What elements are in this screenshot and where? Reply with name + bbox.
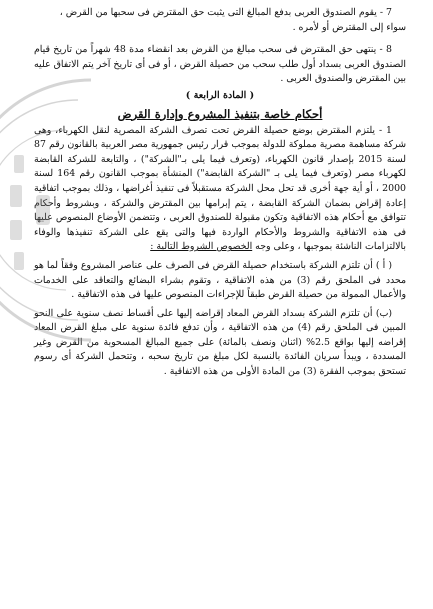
article-title: أحكام خاصة بتنفيذ المشروع وإدارة القرض <box>117 106 323 121</box>
clause-1-text: 1 - يلتزم المقترض بوضع حصيلة القرض تحت تصرف الشركة المصرية لنقل الكهرباء، وهى شركة مساهمة مصرية مملوكة للدولة بموجب قرار رئيس جمهورية مصر العربية بالقانون رقم 87 لسنة 2015 بإصدار قانون الكهرباء، (وتعرف فيما يلى بـ"الشركة") ، والتابعة للشركة القابضة لكهرباء مصر (وتعرف فيما يلى بـ "الشركة القابضة") المنشأة بموجب القانون رقم 164 لسنة 2000 ، أو أية جهة أخرى قد تحل محل الشركة مستقبلاً فى تنفيذ أغراضها ، وذلك بموجب اتفاقية إعادة إقراض بضمان الشركة القابضة ، يتم إبرامها بين المقترض والشركة ، وبشروط وأحكام تتوافق مع أحكام هذه الاتفاقية وتكون مقبولة للصندوق العربى ، وتتضمن الأوضاع المنصوص عليها فى هذه الاتفاقية والشروط والأحكام الواردة فيها والتى يقع على الشركة تنفيذها والوفاء بالالتزامات الناشئة بموجبها ، وعلى وجه <box>34 124 406 253</box>
clause-7-line-1: 7 - يقوم الصندوق العربى بدفع المبالغ التى يثبت حق المقترض فى سحبها من القرض ، <box>59 7 392 18</box>
clause-8: 8 - ينتهى حق المقترض فى سحب مبالغ من القرض بعد انقضاء مدة 48 شهراً من تاريخ قيام الصندوق العربى بسداد أول طلب سحب من حصيلة القرض ، أو فى أى تاريخ آخر يتم الاتفاق عليه بين المقترض والصندوق العربى . <box>34 44 406 85</box>
sub-clause-a: ( أ ) أن تلتزم الشركة باستخدام حصيلة القرض فى الصرف على عناصر المشروع وفقاً لما هو محدد فى الملحق رقم (3) من هذه الاتفاقية ، وتقوم بشراء البضائع والتعاقد على الخدمات والأعمال الممولة من حصيلة القرض طبقاً للإجراءات المنصوص عليها فى هذه الاتفاقية . <box>34 259 406 301</box>
clause-1-underlined-text: الخصوص الشروط التالية : <box>150 241 253 253</box>
sub-clause-b: (ب) أن تلتزم الشركة بسداد القرض المعاد إقراضه إليها على أقساط نصف سنوية على النحو المبين فى الملحق رقم (4) من هذه الاتفاقية ، وأن تدفع فائدة سنوية على مبلغ القرض المعاد إقراضه إليها بواقع 2.5% (اثنان ونصف بالمائة) على جميع المبالغ المسحوبة من القرض وغير المسددة ، ويبدأ سريان الفائدة بالنسبة لكل مبلغ من تاريخ سحبه ، وتتحمل الشركة أى رسوم تستحق بموجب الفقرة (3) من المادة الأولى من هذه الاتفاقية . <box>34 307 406 378</box>
document-page <box>34 6 406 380</box>
clause-7-line-2: سواء إلى المقترض أو لأمره . <box>292 21 406 33</box>
clause-1 <box>34 124 406 255</box>
article-number: ( المادة الرابعة ) <box>185 89 255 101</box>
